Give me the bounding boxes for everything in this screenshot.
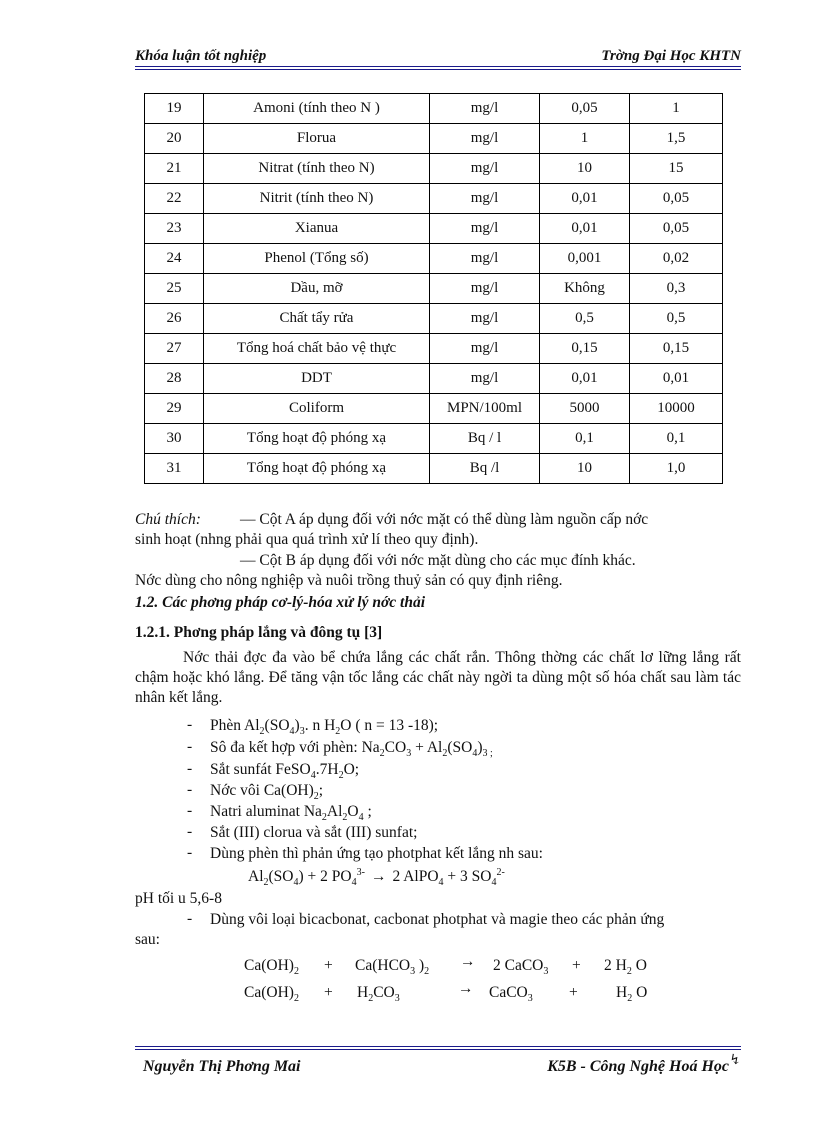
page-header <box>135 48 741 68</box>
section-heading-1-2-1: 1.2.1. Phơng pháp lắng và đông tụ [3] <box>135 624 383 641</box>
header-left: Khóa luận tốt nghiệp <box>135 48 267 64</box>
list-dash: - <box>187 844 193 861</box>
parameter: Tổng hoạt độ phóng xạ <box>204 424 430 454</box>
note-line-b2: Nớc dùng cho nông nghiệp và nuôi trồng thuỷ sản có quy định riêng. <box>135 572 563 589</box>
parameter: Nitrat (tính theo N) <box>204 154 430 184</box>
row-number: 25 <box>145 274 204 304</box>
list-item-iron-chloride: Sắt (III) clorua và sắt (III) sunfat; <box>210 824 418 841</box>
column-b-limit: 15 <box>630 154 723 184</box>
row-number: 21 <box>145 154 204 184</box>
table-row <box>145 274 723 304</box>
column-a-limit: 0,15 <box>540 334 630 364</box>
column-b-limit: 1 <box>630 94 723 124</box>
unit: mg/l <box>430 364 540 394</box>
list-dash: - <box>187 716 193 733</box>
table-row <box>145 214 723 244</box>
unit: MPN/100ml <box>430 394 540 424</box>
row-number: 30 <box>145 424 204 454</box>
standards-table <box>144 93 723 484</box>
parameter: Coliform <box>204 394 430 424</box>
column-b-limit: 0,05 <box>630 214 723 244</box>
unit: mg/l <box>430 94 540 124</box>
column-a-limit: 0,5 <box>540 304 630 334</box>
list-dash: - <box>187 738 193 755</box>
unit: mg/l <box>430 214 540 244</box>
equation-carbonic-acid: $Ca(OH)_2$ + $H_2CO_3$ → CaCO$_3$ + $H_2$ O <box>244 980 648 1005</box>
column-a-limit: 0,001 <box>540 244 630 274</box>
list-dash: - <box>187 823 193 840</box>
arrow-icon: → <box>460 953 476 970</box>
list-dash: - <box>187 802 193 819</box>
row-number: 24 <box>145 244 204 274</box>
paragraph-lime-removal: Dùng vôi loại bicacbonat, cacbonat photphat và magie theo các phản ứng <box>210 911 665 928</box>
column-b-limit: 0,15 <box>630 334 723 364</box>
column-a-limit: 10 <box>540 454 630 484</box>
unit: mg/l <box>430 304 540 334</box>
table-row <box>145 124 723 154</box>
header-rule <box>135 66 741 70</box>
table-row <box>145 94 723 124</box>
arrow-icon: → <box>370 868 387 885</box>
paragraph-settling: Nớc thải đợc đa vào bể chứa lắng các chất rắn. Thông thờng các chất lơ lững lắng rất chậm hoặc khó lắng. Để tăng vận tốc lắng các chất này ngời ta dùng một số hóa chất sau làm tác nhân kết lắng. <box>135 649 741 706</box>
table-row <box>145 424 723 454</box>
list-dash: - <box>187 760 193 777</box>
parameter: Tổng hoạt độ phóng xạ <box>204 454 430 484</box>
footer-rule <box>135 1046 741 1050</box>
unit: mg/l <box>430 274 540 304</box>
column-b-limit: 0,1 <box>630 424 723 454</box>
footer-class: K5B - Công Nghệ Hoá Học <box>547 1058 729 1075</box>
column-b-limit: 0,01 <box>630 364 723 394</box>
row-number: 29 <box>145 394 204 424</box>
note-label: Chú thích: <box>135 511 201 528</box>
header-right: Trờng Đại Học KHTN <box>601 48 741 64</box>
table-row <box>145 244 723 274</box>
table-row <box>145 184 723 214</box>
page-footer <box>135 1053 741 1082</box>
column-b-limit: 0,02 <box>630 244 723 274</box>
list-dash: - <box>187 781 193 798</box>
column-b-limit: 0,3 <box>630 274 723 304</box>
parameter: Nitrit (tính theo N) <box>204 184 430 214</box>
parameter: Xianua <box>204 214 430 244</box>
parameter: Phenol (Tổng số) <box>204 244 430 274</box>
list-item-soda: Sô đa kết hợp với phèn: $Na_2CO_3 + Al_2(SO_4)_{3 ;}$ <box>210 739 493 760</box>
unit: mg/l <box>430 244 540 274</box>
list-item-alum: Phèn $Al_2(SO_4)_3$. n $H_2O$ ( n = 13 -18); <box>210 717 439 738</box>
parameter: Tổng hoá chất bảo vệ thực <box>204 334 430 364</box>
column-a-limit: 5000 <box>540 394 630 424</box>
row-number: 31 <box>145 454 204 484</box>
unit: mg/l <box>430 124 540 154</box>
row-number: 22 <box>145 184 204 214</box>
row-number: 28 <box>145 364 204 394</box>
parameter: Chất tẩy rửa <box>204 304 430 334</box>
list-item-phosphate: Dùng phèn thì phản ứng tạo photphat kết lắng nh sau: <box>210 845 543 862</box>
unit: mg/l <box>430 334 540 364</box>
equation-bicarbonate: $Ca(OH)_2$ + $Ca(HCO_3$ )$_2$ → 2 CaCO$_3$ + 2 $H_2$ O <box>244 953 647 978</box>
page-corner-icon: ↯ <box>729 1053 741 1068</box>
unit: mg/l <box>430 184 540 214</box>
unit: Bq /l <box>430 454 540 484</box>
paragraph-lime-removal-end: sau: <box>135 931 160 948</box>
note-line-a2: sinh hoạt (nhng phải qua quá trình xử lí theo quy định). <box>135 531 479 548</box>
column-a-limit: 0,1 <box>540 424 630 454</box>
parameter: DDT <box>204 364 430 394</box>
note-line-a: — Cột A áp dụng đối với nớc mặt có thể dùng làm nguồn cấp nớc <box>240 511 649 528</box>
equation-alum-phosphate: $Al_2(SO_4) + 2$ $PO_4^{3-} \to 2$ AlPO$_4$ + 3 $SO_4^{2-}$ <box>248 866 505 889</box>
unit: mg/l <box>430 154 540 184</box>
column-b-limit: 0,05 <box>630 184 723 214</box>
column-a-limit: 1 <box>540 124 630 154</box>
column-a-limit: 0,01 <box>540 184 630 214</box>
list-item-lime: Nớc vôi $Ca(OH)_2$; <box>210 782 324 803</box>
column-b-limit: 1,5 <box>630 124 723 154</box>
table-row <box>145 304 723 334</box>
column-a-limit: Không <box>540 274 630 304</box>
column-a-limit: 0,05 <box>540 94 630 124</box>
list-item-iron-sulfate: Sắt sunfát $FeSO_4.7H_2O$; <box>210 761 360 782</box>
column-a-limit: 0,01 <box>540 214 630 244</box>
table-row <box>145 334 723 364</box>
row-number: 26 <box>145 304 204 334</box>
arrow-icon: → <box>458 980 474 997</box>
parameter: Amoni (tính theo N ) <box>204 94 430 124</box>
column-a-limit: 0,01 <box>540 364 630 394</box>
column-b-limit: 10000 <box>630 394 723 424</box>
unit: Bq / l <box>430 424 540 454</box>
row-number: 23 <box>145 214 204 244</box>
row-number: 19 <box>145 94 204 124</box>
table-row <box>145 394 723 424</box>
row-number: 27 <box>145 334 204 364</box>
list-dash: - <box>187 910 193 927</box>
ph-note: pH tối u 5,6-8 <box>135 890 222 907</box>
parameter: Dầu, mỡ <box>204 274 430 304</box>
parameter: Florua <box>204 124 430 154</box>
column-b-limit: 1,0 <box>630 454 723 484</box>
table-row <box>145 454 723 484</box>
list-item-aluminate: Natri aluminat $Na_2Al_2O_4$ ; <box>210 803 372 824</box>
table-row <box>145 364 723 394</box>
column-a-limit: 10 <box>540 154 630 184</box>
section-heading-1-2: 1.2. Các phơng pháp cơ-lý-hóa xử lý nớc thải <box>135 594 425 611</box>
note-line-b: — Cột B áp dụng đối với nớc mặt dùng cho các mục đính khác. <box>240 552 636 569</box>
column-b-limit: 0,5 <box>630 304 723 334</box>
row-number: 20 <box>145 124 204 154</box>
table-row <box>145 154 723 184</box>
footer-author: Nguyễn Thị Phơng Mai <box>143 1058 301 1075</box>
